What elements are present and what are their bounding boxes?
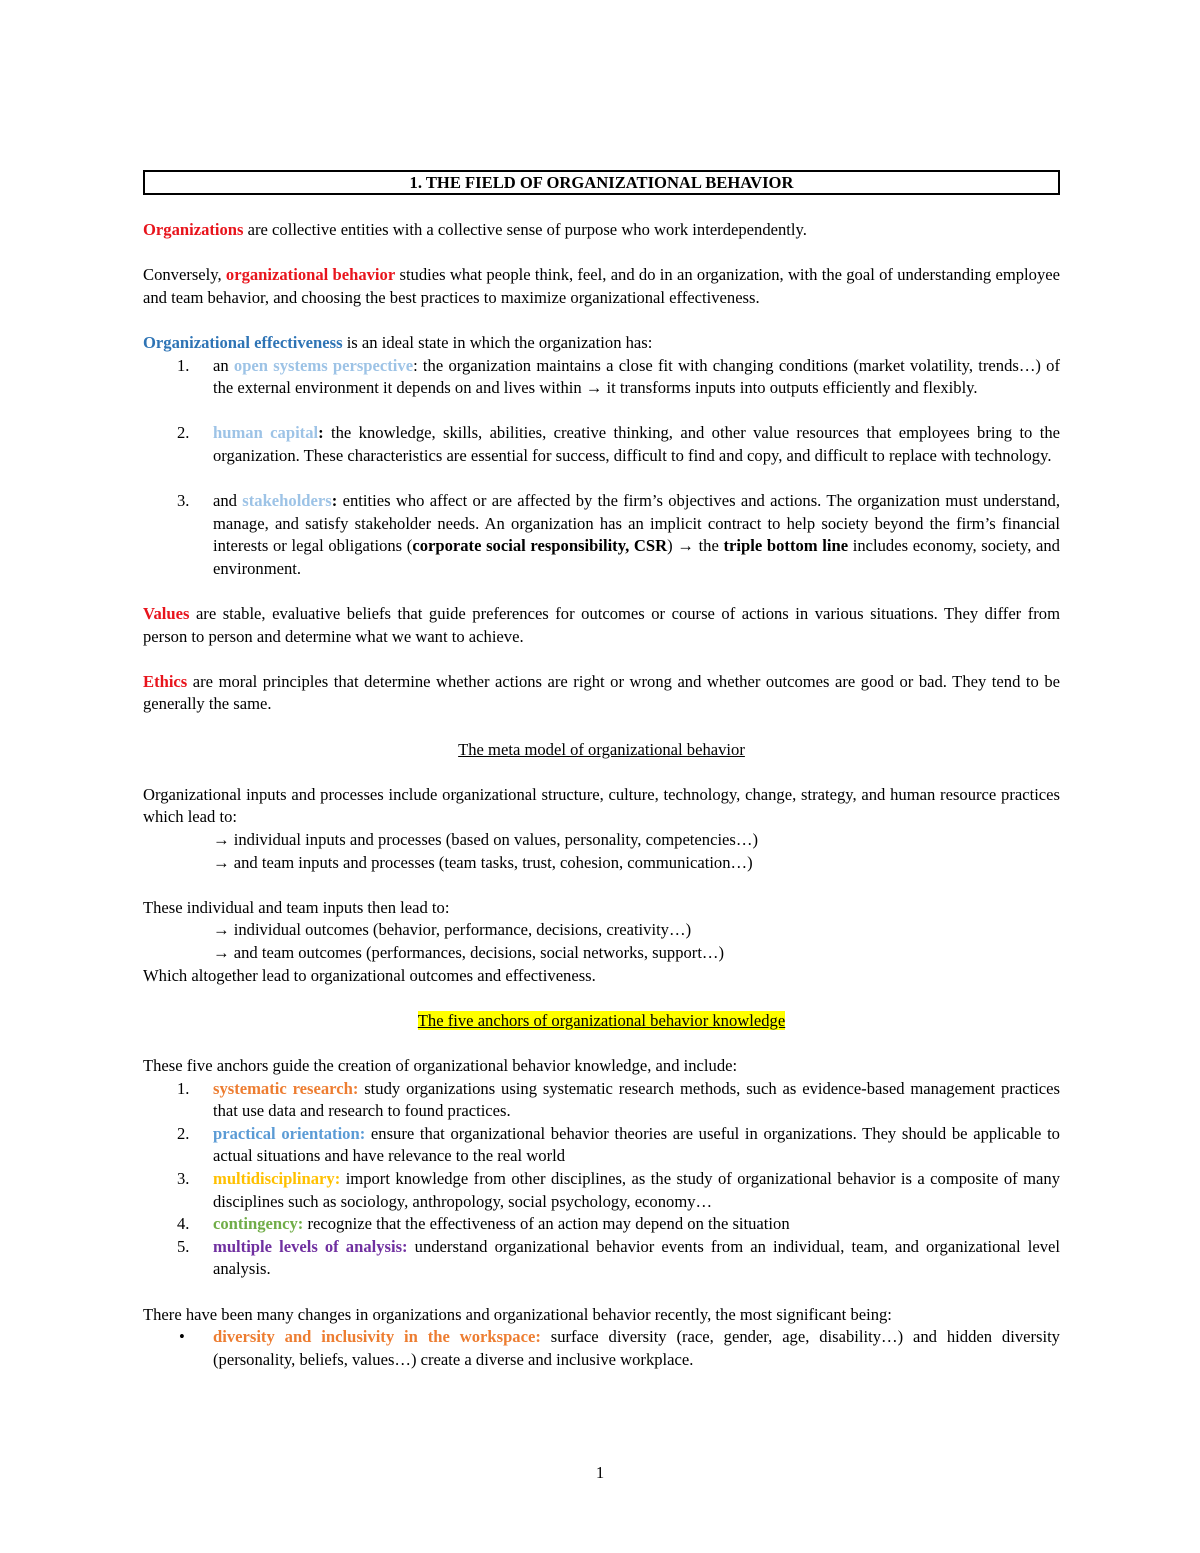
- list-item: 2. practical orientation: ensure that organizational behavior theories are useful in organizations. They should be applicable to actual situations and have relevance to the real world: [177, 1123, 1060, 1166]
- meta-arrow-line: → and team inputs and processes (team tasks, trust, cohesion, communication…): [213, 852, 753, 872]
- term-organizations: Organizations: [143, 220, 244, 239]
- meta-paragraph: These individual and team inputs then lead to:: [143, 897, 450, 917]
- term-practical-orientation: practical orientation:: [213, 1123, 366, 1143]
- bullet-icon: •: [179, 1327, 185, 1347]
- effectiveness-definition: Organizational effectiveness is an ideal state in which the organization has:: [143, 332, 653, 352]
- changes-intro: There have been many changes in organizations and organizational behavior recently, the most significant being:: [143, 1304, 892, 1324]
- list-item: 1. an open systems perspective: the organization maintains a close fit with changing conditions (market volatility, trends…) of the external environment it depends on and lives within → it transforms inputs into outputs efficiently and flexibly.: [177, 355, 1061, 398]
- page-number: 1: [595, 1463, 605, 1482]
- term-triple-bottom-line: triple bottom line: [723, 536, 849, 556]
- document-page: [143, 170, 1060, 1371]
- list-item: 3. and stakeholders: entities who affect or are affected by the firm’s objectives and actions. The organization must understand, manage, and satisfy stakeholder needs. An organization has an implicit contract to help society beyond the firm’s financial interests or legal obligations (corporate social responsibility, CSR) → the triple bottom line includes economy, society, and environment.: [177, 491, 1060, 578]
- list-item: 5. multiple levels of analysis: understand organizational behavior events from an individual, team, and organizational level analysis.: [177, 1236, 1060, 1279]
- ob-definition: Conversely, organizational behavior studies what people think, feel, and do in an organization, with the goal of understanding employee and team behavior, and choosing the best practices to maximize organizational effectiveness.: [143, 265, 1060, 307]
- meta-paragraph: Which altogether lead to organizational outcomes and effectiveness.: [143, 965, 596, 985]
- term-multidisciplinary: multidisciplinary:: [213, 1168, 341, 1188]
- list-item: • diversity and inclusivity in the workspace: surface diversity (race, gender, age, disability…) and hidden diversity (personality, beliefs, values…) create a diverse and inclusive workplace.: [179, 1327, 1060, 1369]
- effectiveness-section: [143, 332, 1060, 581]
- term-open-systems: open systems perspective: [233, 355, 414, 375]
- changes-section: [143, 1304, 1060, 1372]
- meta-model-heading: The meta model of organizational behavior: [458, 739, 745, 759]
- term-systematic-research: systematic research:: [213, 1078, 359, 1098]
- meta-paragraph: Organizational inputs and processes include organizational structure, culture, technology, change, strategy, and human resource practices which lead to:: [143, 784, 1060, 827]
- term-csr: corporate social responsibility, CSR: [412, 536, 668, 556]
- term-multiple-levels: multiple levels of analysis:: [213, 1236, 408, 1256]
- list-item: 4. contingency: recognize that the effectiveness of an action may depend on the situation: [177, 1214, 790, 1234]
- term-ethics: Ethics: [143, 671, 188, 691]
- anchors-intro: These five anchors guide the creation of organizational behavior knowledge, and include:: [143, 1055, 738, 1075]
- list-item: 1. systematic research: study organizations using systematic research methods, such as evidence-based management practices that use data and research to found practices.: [177, 1078, 1060, 1121]
- term-human-capital: human capital: [213, 423, 319, 443]
- ethics-definition: Ethics are moral principles that determine whether actions are right or wrong and whether outcomes are good or bad. They tend to be generally the same.: [143, 671, 1060, 714]
- term-contingency: contingency:: [213, 1214, 304, 1234]
- term-diversity: diversity and inclusivity in the workspace:: [213, 1327, 541, 1347]
- anchors-list: [143, 1078, 1060, 1281]
- effectiveness-list: [143, 355, 1060, 581]
- list-item: 3. multidisciplinary: import knowledge from other disciplines, as the study of organizational behavior is a composite of many disciplines such as sociology, anthropology, social psychology, economy…: [177, 1168, 1060, 1211]
- term-organizational-effectiveness: Organizational effectiveness: [143, 332, 343, 352]
- organizations-definition: Organizations are collective entities with a collective sense of purpose who work interdependently.: [143, 220, 807, 239]
- anchors-heading: The five anchors of organizational behavior knowledge: [417, 1010, 786, 1030]
- meta-model-section: [143, 784, 1060, 987]
- term-values: Values: [143, 604, 190, 624]
- term-organizational-behavior: organizational behavior: [225, 265, 396, 285]
- values-definition: Values are stable, evaluative beliefs that guide preferences for outcomes or course of actions in various situations. They differ from person to person and determine what we want to achieve.: [143, 604, 1060, 646]
- meta-arrow-line: → individual outcomes (behavior, performance, decisions, creativity…): [213, 920, 692, 940]
- meta-arrow-line: → individual inputs and processes (based on values, personality, competencies…): [213, 830, 759, 850]
- changes-list: [143, 1326, 1060, 1371]
- list-item: 2. human capital: the knowledge, skills, abilities, creative thinking, and other value resources that employees bring to the organization. These characteristics are essential for success, difficult to find and copy, and difficult to replace with technology.: [177, 423, 1061, 465]
- term-stakeholders: stakeholders: [242, 491, 332, 511]
- meta-arrow-line: → and team outcomes (performances, decisions, social networks, support…): [213, 943, 725, 962]
- anchors-section: [143, 1055, 1060, 1281]
- chapter-title: 1. THE FIELD OF ORGANIZATIONAL BEHAVIOR: [143, 170, 1060, 195]
